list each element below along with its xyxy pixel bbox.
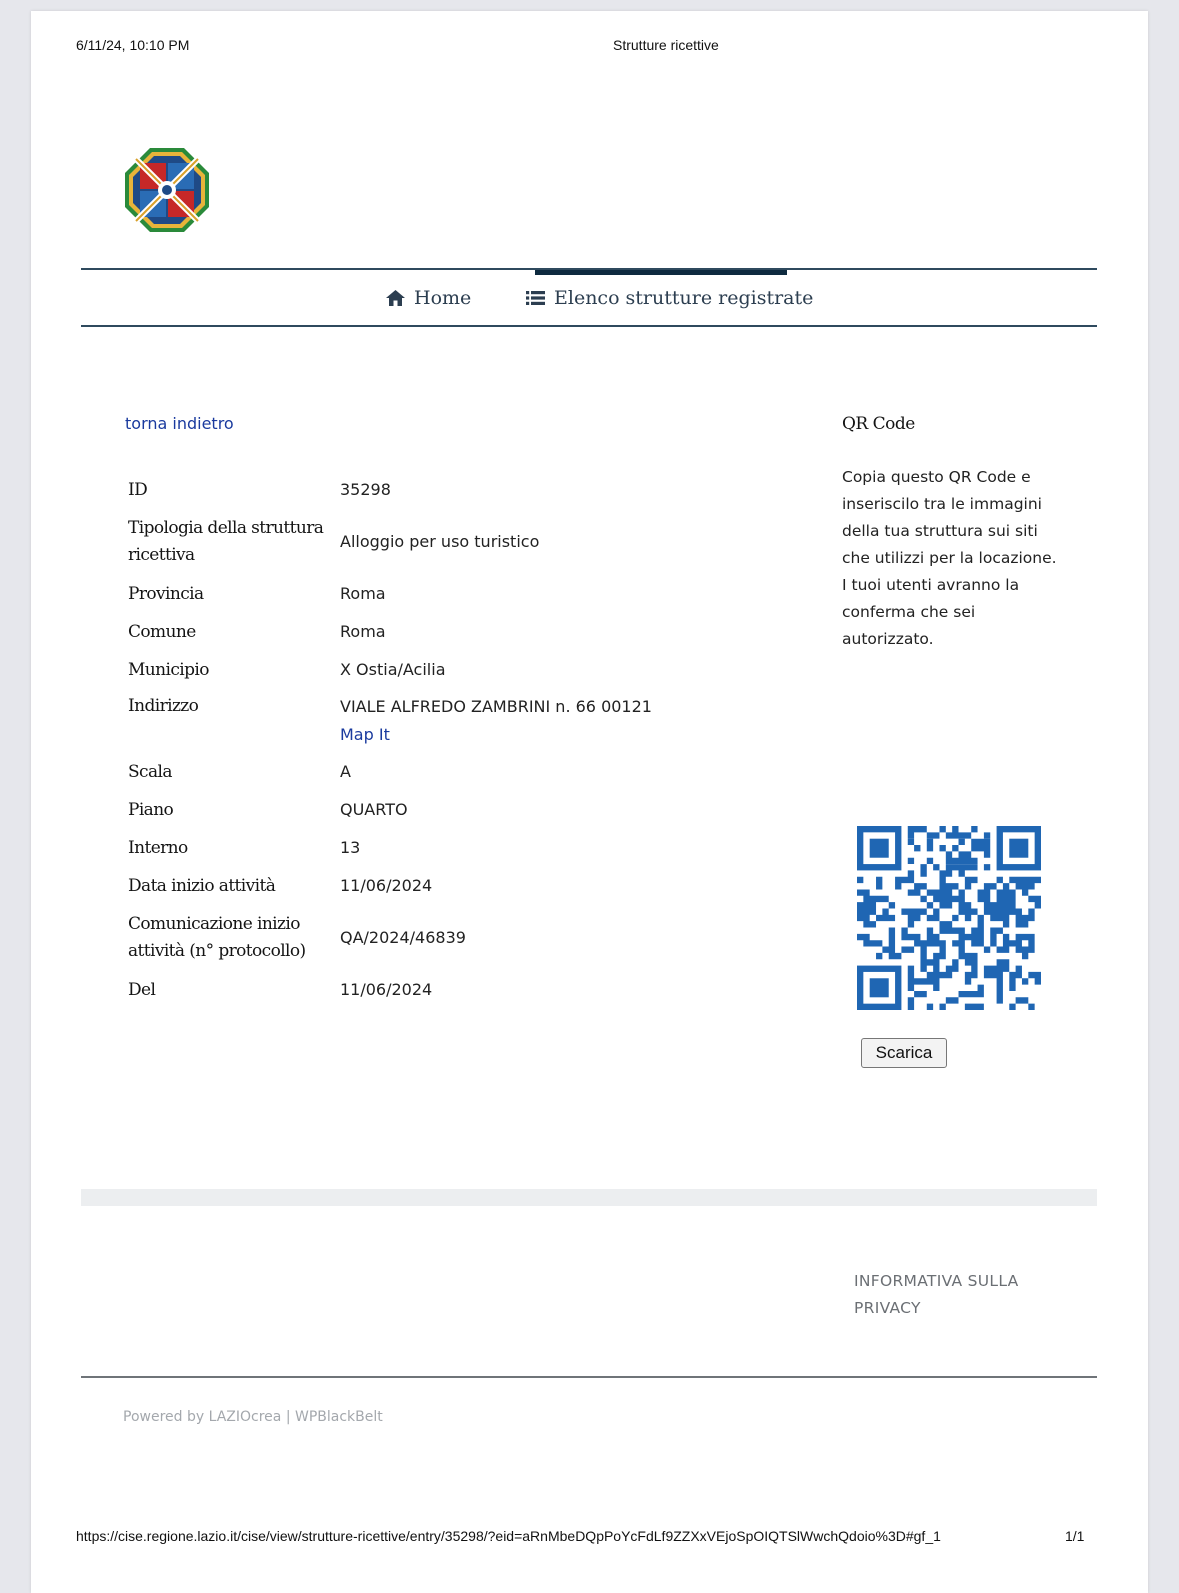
label-municipio: Municipio: [128, 659, 209, 680]
value-provincia: Roma: [340, 584, 386, 603]
label-comunicazione: Comunicazione inizio attività (n° protocollo): [128, 914, 306, 961]
print-page-number: 1/1: [1065, 1528, 1085, 1544]
powered-by: Powered by LAZIOcrea | WPBlackBelt: [123, 1409, 383, 1425]
row-comunicazione: [128, 905, 708, 971]
detail-table: [128, 471, 708, 1009]
label-id: ID: [128, 479, 148, 500]
row-comune: [128, 613, 708, 651]
privacy-link[interactable]: INFORMATIVA SULLA PRIVACY: [854, 1272, 1019, 1317]
label-piano: Piano: [128, 799, 174, 820]
value-id: 35298: [340, 480, 391, 499]
print-doc-title: Strutture ricettive: [613, 37, 719, 53]
row-data-inizio: [128, 867, 708, 905]
nav-elenco-label: Elenco strutture registrate: [554, 287, 814, 309]
label-provincia: Provincia: [128, 583, 204, 604]
label-interno: Interno: [128, 837, 188, 858]
row-tipologia: [128, 509, 708, 575]
row-piano: [128, 791, 708, 829]
download-qr-button[interactable]: Scarica: [861, 1038, 947, 1068]
value-indirizzo: VIALE ALFREDO ZAMBRINI n. 66 00121: [340, 697, 652, 716]
footer-band: [81, 1189, 1097, 1206]
list-icon: [526, 290, 545, 306]
value-scala: A: [340, 762, 351, 781]
nav-home[interactable]: [386, 287, 471, 309]
nav-home-label: Home: [414, 287, 472, 309]
label-comune: Comune: [128, 621, 196, 642]
row-del: [128, 971, 708, 1009]
value-data-inizio: 11/06/2024: [340, 876, 433, 895]
map-it-link[interactable]: Map It: [340, 725, 390, 744]
value-interno: 13: [340, 838, 361, 857]
qr-description: Copia questo QR Code e inseriscilo tra le immagini della tua struttura sui siti che utilizzi per la locazione. I tuoi utenti avranno la conferma che sei autorizzato.: [842, 468, 1057, 648]
value-piano: QUARTO: [340, 800, 408, 819]
label-del: Del: [128, 979, 156, 1000]
value-del: 11/06/2024: [340, 980, 433, 999]
footer-divider: [81, 1376, 1097, 1378]
regione-lazio-logo: [124, 147, 210, 233]
qr-title: QR Code: [842, 414, 915, 434]
back-link[interactable]: torna indietro: [125, 414, 234, 433]
nav-elenco-strutture[interactable]: [526, 287, 813, 309]
row-municipio: [128, 651, 708, 689]
row-scala: [128, 753, 708, 791]
value-comunicazione: QA/2024/46839: [340, 928, 466, 947]
row-provincia: [128, 575, 708, 613]
row-indirizzo: [128, 689, 708, 753]
nav-active-indicator: [535, 270, 787, 275]
print-url: https://cise.regione.lazio.it/cise/view/strutture-ricettive/entry/35298/?eid=aRnMbeDQpPoYcFdLf9ZZXxVEjoSpOIQTSlWwchQdoio%3D#gf_1: [76, 1528, 941, 1544]
row-id: [128, 471, 708, 509]
print-datetime: 6/11/24, 10:10 PM: [76, 37, 190, 53]
label-indirizzo: Indirizzo: [128, 696, 199, 716]
page-sheet: [31, 11, 1148, 1593]
home-icon: [386, 290, 405, 306]
label-tipologia: Tipologia della struttura ricettiva: [128, 518, 324, 565]
value-municipio: X Ostia/Acilia: [340, 660, 446, 679]
value-comune: Roma: [340, 622, 386, 641]
label-data-inizio: Data inizio attività: [128, 875, 276, 896]
value-tipologia: Alloggio per uso turistico: [340, 532, 540, 551]
qr-code-image: [857, 826, 1041, 1010]
label-scala: Scala: [128, 761, 172, 782]
row-interno: [128, 829, 708, 867]
nav-bottom-border: [81, 325, 1097, 327]
